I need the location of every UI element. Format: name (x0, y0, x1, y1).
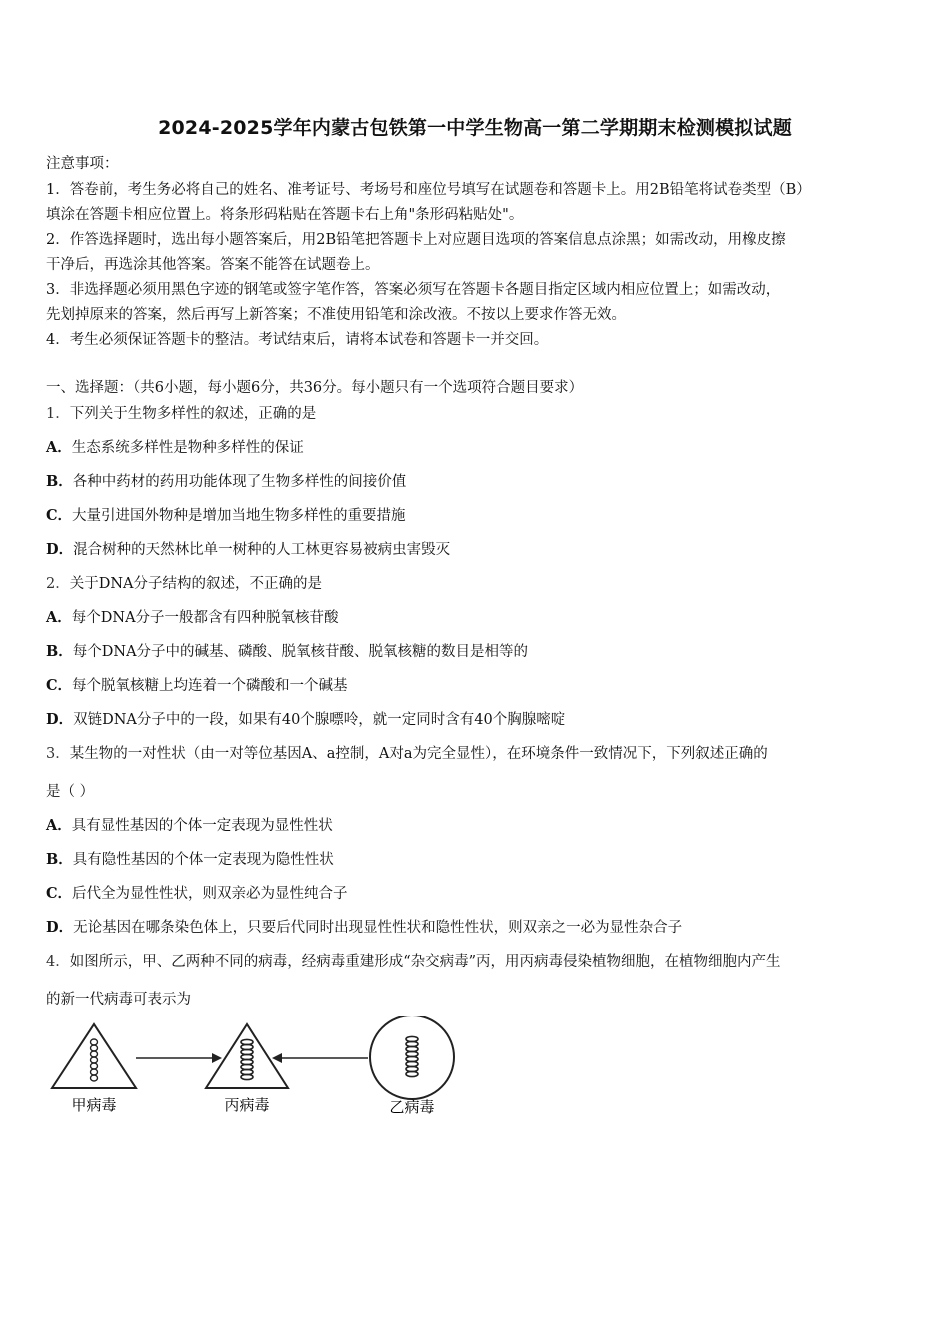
option-key: B． (46, 851, 73, 868)
question-stem: 如图所示，甲、乙两种不同的病毒，经病毒重建形成“杂交病毒”丙，用丙病毒侵染植物细胞，在植物细胞内产生 (69, 954, 781, 970)
question-stem: 下列关于生物多样性的叙述，正确的是 (69, 406, 317, 422)
question-4 (46, 950, 781, 971)
option-b[interactable] (46, 640, 528, 661)
option-text: 每个DNA分子中的碱基、磷酸、脱氧核苷酸、脱氧核糖的数目是相等的 (72, 644, 529, 660)
option-text: 每个脱氧核糖上均连着一个磷酸和一个碱基 (72, 678, 348, 694)
notice-line: 1．答卷前，考生务必将自己的姓名、准考证号、考场号和座位号填写在试题卷和答题卡上。用2B铅笔将试卷类型（B） (46, 182, 811, 198)
option-text: 无论基因在哪条染色体上，只要后代同时出现显性性状和隐性性状，则双亲之一必为显性杂合子 (73, 920, 683, 936)
label-jia: 甲病毒 (71, 1096, 117, 1114)
option-d[interactable] (46, 538, 450, 559)
option-key: D． (46, 541, 74, 558)
option-key: D． (46, 919, 74, 936)
option-key: A． (46, 439, 72, 456)
option-text: 生态系统多样性是物种多样性的保证 (71, 440, 304, 456)
option-key: C． (46, 677, 73, 694)
option-key: A． (46, 609, 72, 626)
option-key: C． (46, 507, 73, 524)
option-key: D． (46, 711, 74, 728)
virus-jia-shape (52, 1024, 136, 1088)
option-a[interactable] (46, 606, 339, 627)
option-text: 大量引进国外物种是增加当地生物多样性的重要措施 (72, 508, 406, 524)
label-yi: 乙病毒 (389, 1098, 435, 1116)
notice-line: 3．非选择题必须用黑色字迹的钢笔或签字笔作答，答案必须写在答题卡各题目指定区域内相应位置上；如需改动， (46, 282, 781, 298)
question-1 (46, 402, 316, 423)
question-number: 2． (46, 576, 70, 592)
option-d[interactable] (46, 708, 565, 729)
question-number: 3． (46, 746, 70, 762)
notice-line: 先划掉原来的答案，然后再写上新答案；不准使用铅笔和涂改液。不按以上要求作答无效。 (46, 307, 626, 323)
option-text: 具有显性基因的个体一定表现为显性性状 (71, 818, 333, 834)
question-2 (46, 572, 322, 593)
option-key: A． (46, 817, 72, 834)
option-text: 混合树种的天然林比单一树种的人工林更容易被病虫害毁灭 (73, 542, 451, 558)
option-text: 具有隐性基因的个体一定表现为隐性性状 (72, 852, 334, 868)
question-number: 1． (46, 406, 70, 422)
question-stem-continued: 是（ ） (46, 784, 95, 800)
notice-line: 干净后，再选涂其他答案。答案不能答在试题卷上。 (46, 257, 380, 273)
option-key: B． (46, 643, 73, 660)
option-text: 双链DNA分子中的一段，如果有40个腺嘌呤，就一定同时含有40个胸腺嘧啶 (73, 712, 566, 728)
option-text: 后代全为显性性状，则双亲必为显性纯合子 (72, 886, 348, 902)
section-heading: 一、选择题：（共6小题，每小题6分，共36分。每小题只有一个选项符合题目要求） (46, 380, 584, 396)
question-stem-continued: 的新一代病毒可表示为 (46, 992, 191, 1008)
arrow-right (136, 1053, 222, 1063)
option-text: 各种中药材的药用功能体现了生物多样性的间接价值 (72, 474, 407, 490)
option-c[interactable] (46, 882, 348, 903)
option-c[interactable] (46, 504, 406, 525)
option-text: 每个DNA分子一般都含有四种脱氧核苷酸 (71, 610, 339, 626)
virus-yi-shape (370, 1016, 454, 1099)
virus-bing-shape (206, 1024, 288, 1088)
notice-line: 2．作答选择题时，选出每小题答案后，用2B铅笔把答题卡上对应题目选项的答案信息点涂黑；如需改动，用橡皮擦 (46, 232, 786, 248)
option-key: C． (46, 885, 73, 902)
option-c[interactable] (46, 674, 348, 695)
option-b[interactable] (46, 848, 334, 869)
question-stem: 关于DNA分子结构的叙述，不正确的是 (69, 576, 323, 592)
notice-heading: 注意事项： (46, 156, 119, 172)
notice-line: 填涂在答题卡相应位置上。将条形码粘贴在答题卡右上角"条形码粘贴处"。 (46, 207, 524, 223)
virus-diagram (46, 1016, 466, 1126)
notice-line: 4．考生必须保证答题卡的整洁。考试结束后，请将本试卷和答题卡一并交回。 (46, 332, 549, 348)
page-title: 2024-2025学年内蒙古包铁第一中学生物高一第二学期期末检测模拟试题 (158, 117, 792, 139)
option-key: B． (46, 473, 73, 490)
question-stem: 某生物的一对性状（由一对等位基因A、a控制，A对a为完全显性），在环境条件一致情况下，下列叙述正确的 (69, 746, 768, 762)
question-number: 4． (46, 954, 70, 970)
option-b[interactable] (46, 470, 406, 491)
option-d[interactable] (46, 916, 682, 937)
label-bing: 丙病毒 (224, 1096, 270, 1114)
question-3 (46, 742, 768, 763)
option-a[interactable] (46, 814, 333, 835)
arrow-left (272, 1053, 368, 1063)
option-a[interactable] (46, 436, 304, 457)
